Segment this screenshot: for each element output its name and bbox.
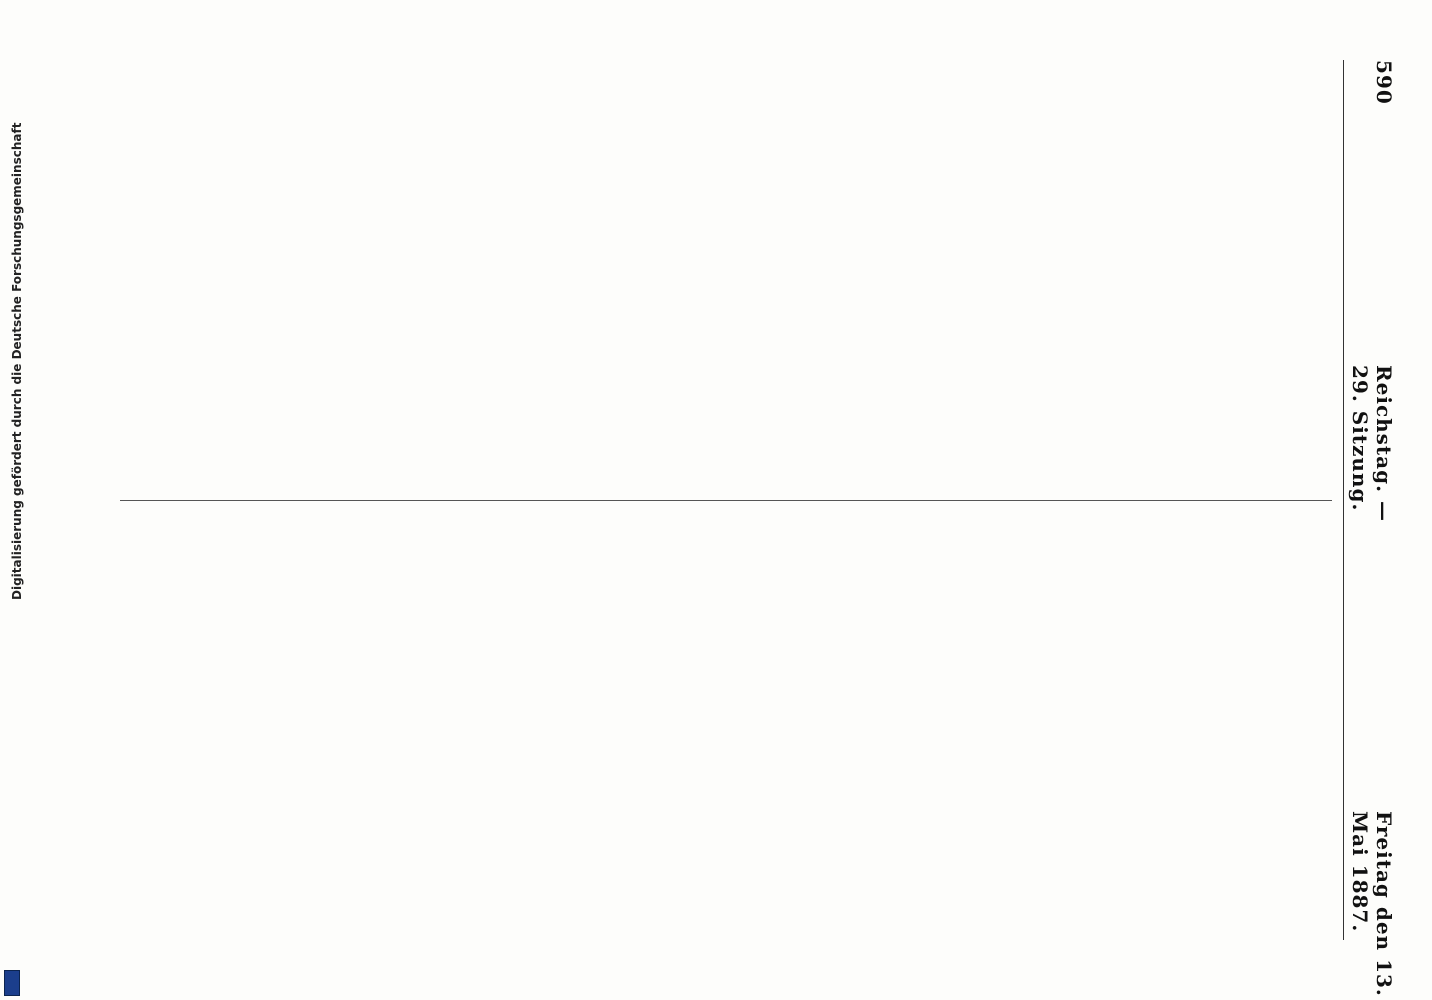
dfg-logo-icon: [4, 970, 20, 996]
page-number: 590: [1372, 60, 1396, 105]
text-column-left: [140, 60, 1340, 480]
page-header: [1348, 60, 1396, 1000]
digitization-credit: Digitalisierung gefördert durch die Deutsche Forschungsgemeinschaft: [10, 122, 24, 600]
text-column-right: [140, 520, 1340, 940]
column-divider: [120, 500, 1332, 501]
session-title: Reichstag. — 29. Sitzung.: [1348, 364, 1396, 522]
header-rule: [1343, 60, 1344, 940]
session-date: Freitag den 13. Mai 1887.: [1348, 811, 1396, 998]
